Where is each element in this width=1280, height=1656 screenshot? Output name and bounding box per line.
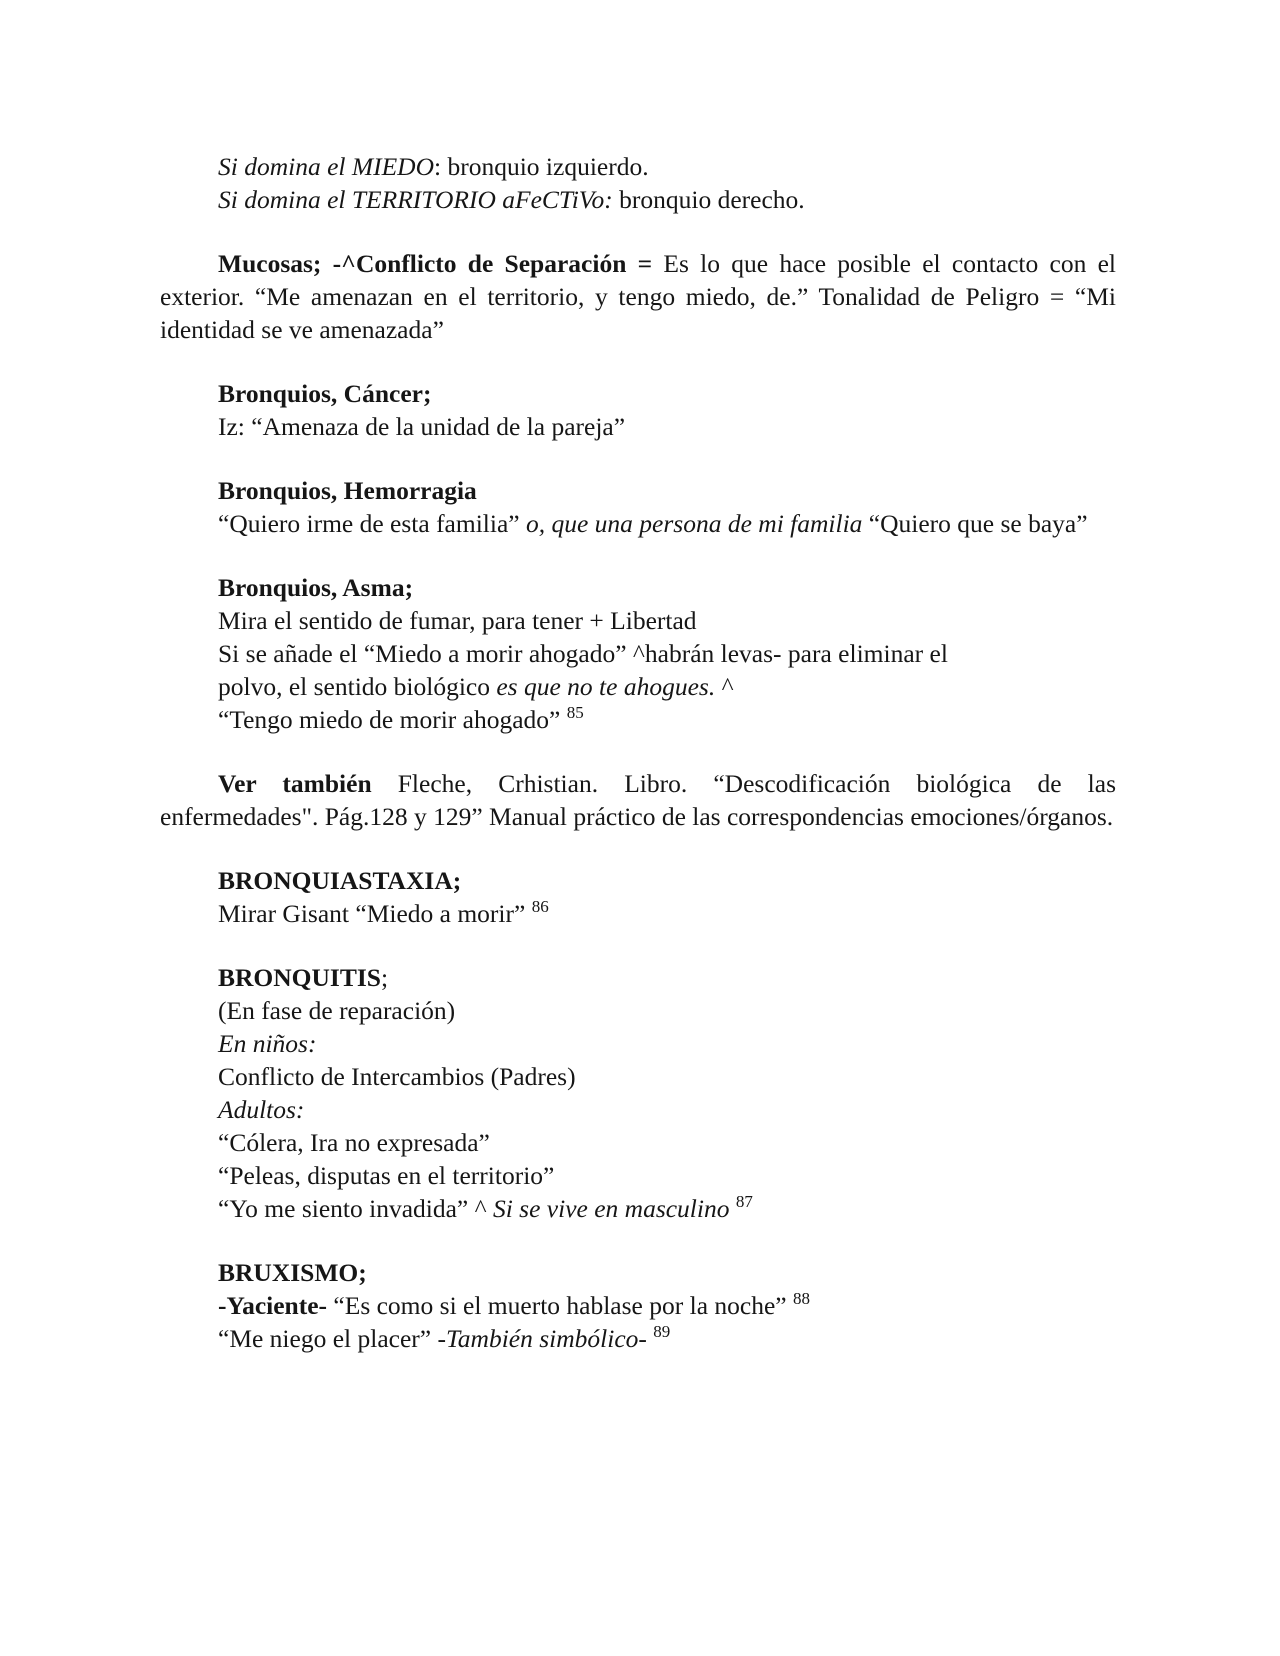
bronquiastaxia-heading: BRONQUIASTAXIA; [218,866,462,895]
footnote-ref-86[interactable]: 86 [531,896,549,916]
asma-line-4-text: “Tengo miedo de morir ahogado” [218,705,567,734]
territorio-label: Si domina el TERRITORIO aFeCTiVo: [218,185,613,214]
asma-line-3 [160,670,1116,703]
bronquitis-line-5: “Cólera, Ira no expresada” [218,1128,490,1157]
bruxismo-line-1 [160,1289,1116,1322]
hemorragia-text-2: o, que una persona de mi familia [525,509,863,538]
ver-tambien-paragraph [160,767,1116,833]
asma-line-4 [160,703,1116,736]
bronquitis-semicolon: ; [380,963,389,992]
hemorragia-paragraph [160,507,1116,540]
bronquitis-line-7 [160,1192,1116,1225]
ver-tambien-heading: Ver también [218,769,372,798]
bronquitis-line-2: En niños: [218,1029,317,1058]
bronquitis-line-1: (En fase de reparación) [218,996,456,1025]
bronquitis-line-3: Conflicto de Intercambios (Padres) [218,1062,576,1091]
asma-line-3a: polvo, el sentido biológico [218,672,497,701]
footnote-ref-85[interactable]: 85 [566,702,584,722]
mucosas-paragraph [160,247,1116,346]
bronquitis-line-7a: “Yo me siento invadida” ^ [218,1194,493,1223]
bruxismo-heading: BRUXISMO; [218,1258,367,1287]
territorio-line [160,183,1116,216]
asma-line-3b: es que no te ahogues. [496,672,716,701]
bronquitis-title: BRONQUITIS [218,963,381,992]
bronquiastaxia-text: Mirar Gisant “Miedo a morir” [218,899,532,928]
hemorragia-heading: Bronquios, Hemorragia [218,476,477,505]
bronquitis-line-6: “Peleas, disputas en el territorio” [218,1161,555,1190]
bronquitis-heading [160,961,1116,994]
footnote-ref-88[interactable]: 88 [792,1288,810,1308]
bruxismo-line-2 [160,1322,1116,1355]
bronquitis-line-7b: Si se vive en masculino [492,1194,730,1223]
ver-tambien-body: Fleche, Crhistian. Libro. “Descodificación biológica de las enfermedades". Pág.128 y 129” Manual práctico de las correspondencias emociones/órganos. [160,769,1116,831]
hemorragia-text-1: “Quiero irme de esta familia” [218,509,526,538]
miedo-text: : bronquio izquierdo. [434,152,649,181]
hemorragia-text-3: “Quiero que se baya” [862,509,1088,538]
asma-line-3c: ^ [715,672,734,701]
cancer-heading: Bronquios, Cáncer; [218,379,432,408]
bruxismo-line-1-text: “Es como si el muerto hablase por la noche” [327,1291,793,1320]
bronquiastaxia-line [160,897,1116,930]
mucosas-body: Es lo que hace posible el contacto con el exterior. “Me amenazan en el territorio, y tengo miedo, de.” Tonalidad de Peligro = “Mi identidad se ve amenazada” [160,249,1116,344]
bruxismo-yaciente: -Yaciente- [218,1291,328,1320]
territorio-text: bronquio derecho. [612,185,805,214]
cancer-line: Iz: “Amenaza de la unidad de la pareja” [218,412,626,441]
document-page [160,150,1116,1355]
footnote-ref-89[interactable]: 89 [653,1321,671,1341]
miedo-line [160,150,1116,183]
miedo-label: Si domina el MIEDO [218,152,435,181]
bronquitis-line-4: Adultos: [218,1095,305,1124]
asma-heading: Bronquios, Asma; [218,573,414,602]
asma-line-1: Mira el sentido de fumar, para tener + Libertad [218,606,697,635]
mucosas-heading: Mucosas; -^Conflicto de Separación = [218,249,653,278]
asma-line-2: Si se añade el “Miedo a morir ahogado” ^habrán levas- para eliminar el [218,639,948,668]
bruxismo-line-2b: -También simbólico- [437,1324,647,1353]
footnote-ref-87[interactable]: 87 [735,1191,753,1211]
bruxismo-line-2a: “Me niego el placer” [218,1324,438,1353]
